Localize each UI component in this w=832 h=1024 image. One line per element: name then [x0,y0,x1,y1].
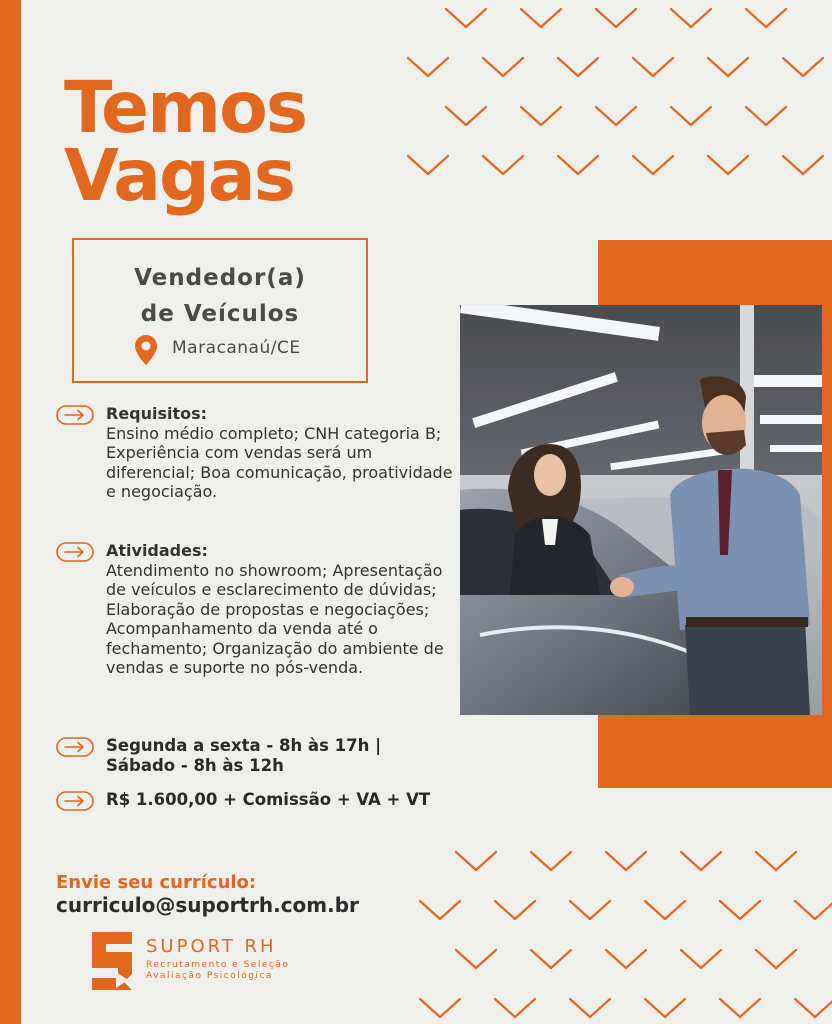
chevron-down-icon [521,9,561,27]
showroom-photo [460,305,822,715]
logo-tagline-line-1: Recrutamento e Seleção [146,960,290,970]
chevron-down-icon [783,156,823,174]
logo-tagline-line-2: Avaliação Psicológica [146,971,273,981]
chevron-down-icon [645,901,685,919]
job-title-line-2: de Veículos [140,301,300,327]
chevron-down-icon [746,9,786,27]
chevron-down-icon [446,9,486,27]
map-pin-icon [134,334,158,366]
salary-text: R$ 1.600,00 + Comissão + VA + VT [106,790,431,809]
chevron-down-icon [671,107,711,125]
title-line-2: Vagas [64,134,294,217]
chevron-down-icon [596,107,636,125]
schedule-item [56,736,456,780]
requirements-text: Ensino médio completo; CNH categoria B; Experiência com vendas será um diferencial; Boa comunicação, proatividade e negociação. [106,423,453,501]
chevron-down-icon [606,950,646,968]
salary-item [56,790,456,814]
contact-email[interactable]: curriculo@suportrh.com.br [56,893,359,917]
activities-heading: Atividades: [106,541,208,560]
chevron-down-icon [645,999,685,1017]
chevron-down-icon [456,950,496,968]
chevron-down-icon [420,901,460,919]
schedule-saturday: Sábado - 8h às 12h [106,755,284,775]
chevron-down-icon [570,901,610,919]
chevron-down-icon [783,58,823,76]
chevron-down-icon [681,950,721,968]
title-line-1: Temos [64,66,307,149]
chevron-down-icon [756,950,796,968]
chevron-down-icon [633,58,673,76]
job-location: Maracanaú/CE [172,338,301,358]
chevron-down-icon [495,999,535,1017]
job-title [74,260,366,332]
chevron-down-icon [483,156,523,174]
chevron-down-icon [521,107,561,125]
chevron-down-icon [746,107,786,125]
activities-text: Atendimento no showroom; Apresentação de veículos e esclarecimento de dúvidas; Elaboração de propostas e negociações; Acompanhamento da venda até o fechamento; Organização do ambiente de vendas e suporte no pós-venda. [106,560,444,677]
arrow-right-circle-icon [56,791,94,811]
cta-label: Envie seu currículo: [56,872,257,893]
chevron-down-icon [795,901,832,919]
chevron-down-icon [756,852,796,870]
arrow-right-circle-icon [56,737,94,757]
chevron-down-icon [708,58,748,76]
chevron-down-icon [420,999,460,1017]
requirements-heading: Requisitos: [106,404,208,423]
arrow-right-circle-icon [56,542,94,562]
chevron-down-icon [531,852,571,870]
logo-name: SUPORT RH [146,936,277,957]
job-title-box [72,238,368,383]
chevron-down-icon [633,156,673,174]
chevron-down-icon [681,852,721,870]
chevron-down-icon [795,999,832,1017]
chevron-down-icon [558,156,598,174]
chevron-down-icon [408,156,448,174]
page-title [64,66,307,217]
chevron-down-icon [671,9,711,27]
activities-item [56,541,456,721]
chevron-down-icon [708,156,748,174]
chevron-down-icon [720,901,760,919]
requirements-item [56,404,456,524]
chevron-down-icon [596,9,636,27]
chevron-down-icon [495,901,535,919]
logo-tagline [146,960,289,982]
chevron-down-icon [720,999,760,1017]
chevron-down-icon [558,58,598,76]
arrow-right-circle-icon [56,405,94,425]
suport-rh-logo-mark [88,928,138,990]
chevron-down-icon [408,58,448,76]
chevron-down-icon [456,852,496,870]
job-title-line-1: Vendedor(a) [134,265,306,291]
chevron-down-icon [606,852,646,870]
chevron-down-icon [446,107,486,125]
schedule-weekdays: Segunda a sexta - 8h às 17h | [106,736,382,755]
chevron-down-icon [570,999,610,1017]
chevron-down-icon [483,58,523,76]
chevron-down-icon [531,950,571,968]
